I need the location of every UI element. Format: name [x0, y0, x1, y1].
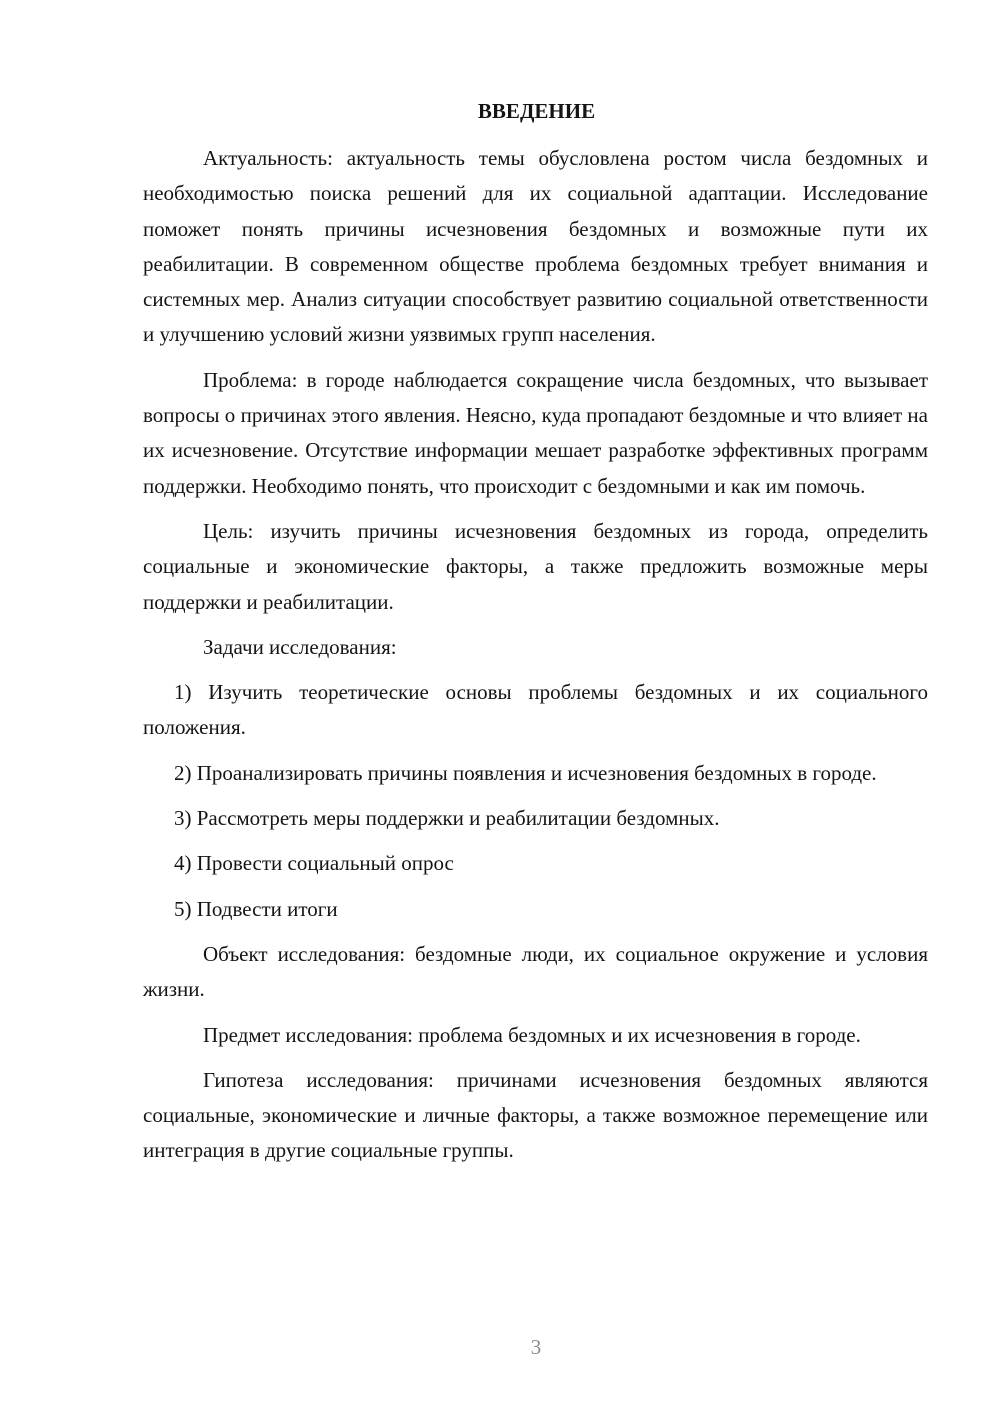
paragraph-problem: Проблема: в городе наблюдается сокращение числа бездомных, что вызывает вопросы о причинах этого явления. Неясно, куда пропадают бездомные и что влияет на их исчезновение. Отсутствие информации мешает разработке эффективных программ поддержки. Необходимо понять, что происходит с бездомными и как им помочь.	[143, 367, 928, 498]
paragraph-subject: Предмет исследования: проблема бездомных и их исчезновения в городе.	[203, 1022, 861, 1047]
tasks-heading: Задачи исследования:	[203, 634, 397, 659]
list-item: 5) Подвести итоги	[174, 896, 338, 921]
paragraph-object: Объект исследования: бездомные люди, их социальное окружение и условия жизни.	[143, 941, 928, 1002]
document-page	[143, 94, 928, 1179]
tasks-list	[143, 675, 928, 927]
list-item: 1) Изучить теоретические основы проблемы бездомных и их социального положения.	[143, 680, 928, 740]
list-item: 4) Провести социальный опрос	[174, 851, 454, 876]
paragraph-relevance: Актуальность: актуальность темы обусловлена ростом числа бездомных и необходимостью поиска решений для их социальной адаптации. Исследование поможет понять причины исчезновения бездомных и возможные пути их реабилитации. В современном обществе проблема бездомных требует внимания и системных мер. Анализ ситуации способствует развитию социальной ответственности и улучшению условий жизни уязвимых групп населения.	[143, 146, 928, 347]
page-number: 3	[530, 1335, 542, 1359]
list-item: 2) Проанализировать причины появления и исчезновения бездомных в городе.	[174, 760, 877, 785]
paragraph-goal: Цель: изучить причины исчезновения бездомных из города, определить социальные и экономические факторы, а также предложить возможные меры поддержки и реабилитации.	[143, 518, 928, 614]
list-item: 3) Рассмотреть меры поддержки и реабилитации бездомных.	[174, 806, 720, 831]
section-title: ВВЕДЕНИЕ	[477, 99, 596, 123]
paragraph-hypothesis: Гипотеза исследования: причинами исчезновения бездомных являются социальные, экономические и личные факторы, а также возможное перемещение или интеграция в другие социальные группы.	[143, 1067, 928, 1163]
